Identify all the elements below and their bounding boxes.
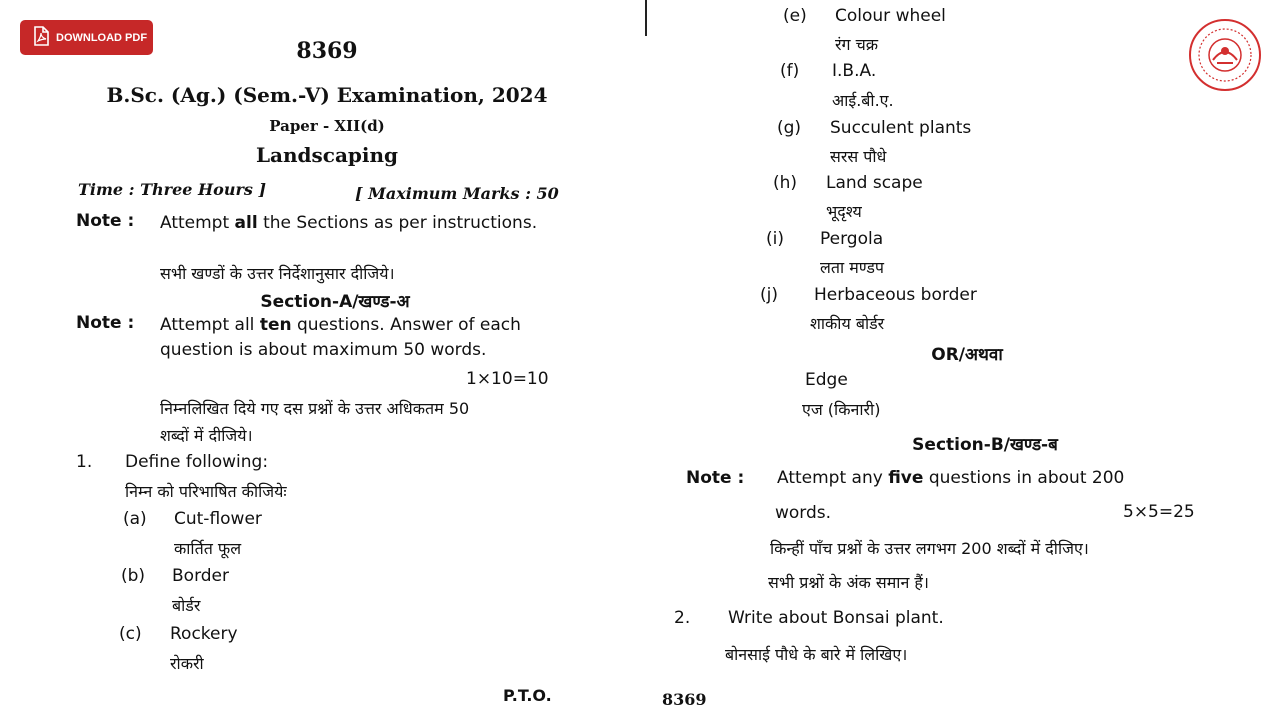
note-hindi: निम्नलिखित दिये गए दस प्रश्नों के उत्तर अधिकतम 50 bbox=[160, 399, 470, 418]
item-text: Succulent plants bbox=[830, 118, 972, 138]
subject-title: Landscaping bbox=[255, 143, 399, 167]
marks-allocation: 5×5=25 bbox=[1123, 502, 1195, 522]
item-text: Pergola bbox=[820, 229, 884, 249]
item-label: (e) bbox=[783, 6, 807, 26]
note-label: Note : bbox=[76, 211, 135, 231]
item-text: Colour wheel bbox=[835, 6, 946, 26]
note-hindi: सभी प्रश्नों के अंक समान हैं। bbox=[768, 573, 929, 592]
note-hindi: शब्दों में दीजिये। bbox=[160, 426, 253, 445]
exam-title: B.Sc. (Ag.) (Sem.-V) Examination, 2024 bbox=[106, 83, 548, 107]
question-hindi: बोनसाई पौधे के बारे में लिखिए। bbox=[725, 645, 908, 664]
item-text: Land scape bbox=[826, 173, 923, 193]
item-hindi: सरस पौधे bbox=[830, 147, 887, 166]
paper-code: 8369 bbox=[296, 38, 358, 64]
alternative-item: Edge bbox=[805, 370, 848, 390]
item-label: (a) bbox=[123, 509, 147, 529]
item-hindi: भूदृश्य bbox=[826, 202, 862, 221]
question-text: Define following: bbox=[125, 452, 269, 472]
marks-allocation: 1×10=10 bbox=[466, 369, 549, 389]
item-text: Cut-flower bbox=[174, 509, 262, 529]
item-text: Rockery bbox=[170, 624, 238, 644]
paper-number: Paper - XII(d) bbox=[269, 117, 385, 135]
page-turn-marker: P.T.O. bbox=[503, 686, 552, 705]
note-text: Attempt all the Sections as per instructions. bbox=[160, 213, 538, 233]
item-label: (i) bbox=[766, 229, 784, 249]
item-label: (h) bbox=[773, 173, 798, 193]
section-b-heading: Section-B/खण्ड-ब bbox=[912, 435, 1058, 455]
note-text: Attempt all ten questions. Answer of each question is about maximum 50 words. bbox=[160, 315, 521, 360]
time-duration: Time : Three Hours ] bbox=[78, 180, 267, 199]
section-a-heading: Section-A/खण्ड-अ bbox=[260, 292, 410, 312]
item-hindi: कार्तित फूल bbox=[174, 539, 242, 558]
item-hindi: लता मण्डप bbox=[820, 258, 885, 277]
question-text: Write about Bonsai plant. bbox=[728, 608, 944, 628]
item-hindi: आई.बी.ए. bbox=[832, 91, 894, 110]
note-text: Attempt any five questions in about 200 bbox=[777, 468, 1125, 488]
item-hindi: रोकरी bbox=[170, 654, 204, 673]
note-hindi: सभी खण्डों के उत्तर निर्देशानुसार दीजिये। bbox=[160, 264, 395, 283]
note-label: Note : bbox=[686, 468, 745, 488]
or-separator: OR/अथवा bbox=[931, 345, 1003, 365]
question-hindi: निम्न को परिभाषित कीजियेः bbox=[125, 482, 287, 501]
right-page bbox=[640, 0, 1280, 720]
question-number: 2. bbox=[674, 608, 691, 628]
item-label: (g) bbox=[777, 118, 802, 138]
download-pdf-label: DOWNLOAD PDF bbox=[56, 31, 148, 44]
item-text: I.B.A. bbox=[832, 61, 877, 81]
item-hindi: रंग चक्र bbox=[835, 35, 879, 54]
item-label: (f) bbox=[780, 61, 800, 81]
item-label: (j) bbox=[760, 285, 778, 305]
note-label: Note : bbox=[76, 313, 135, 333]
note-text-continued: words. bbox=[775, 503, 832, 523]
item-hindi: शाकीय बोर्डर bbox=[810, 314, 885, 333]
footer-paper-code: 8369 bbox=[662, 690, 707, 709]
item-label: (b) bbox=[121, 566, 146, 586]
item-text: Border bbox=[172, 566, 229, 586]
item-hindi: बोर्डर bbox=[172, 596, 201, 615]
note-hindi: किन्हीं पाँच प्रश्नों के उत्तर लगभग 200 शब्दों में दीजिए। bbox=[770, 539, 1089, 558]
question-number: 1. bbox=[76, 452, 93, 472]
maximum-marks: [ Maximum Marks : 50 bbox=[355, 184, 559, 203]
item-text: Herbaceous border bbox=[814, 285, 977, 305]
item-label: (c) bbox=[119, 624, 142, 644]
alternative-item-hindi: एज (किनारी) bbox=[802, 400, 881, 419]
